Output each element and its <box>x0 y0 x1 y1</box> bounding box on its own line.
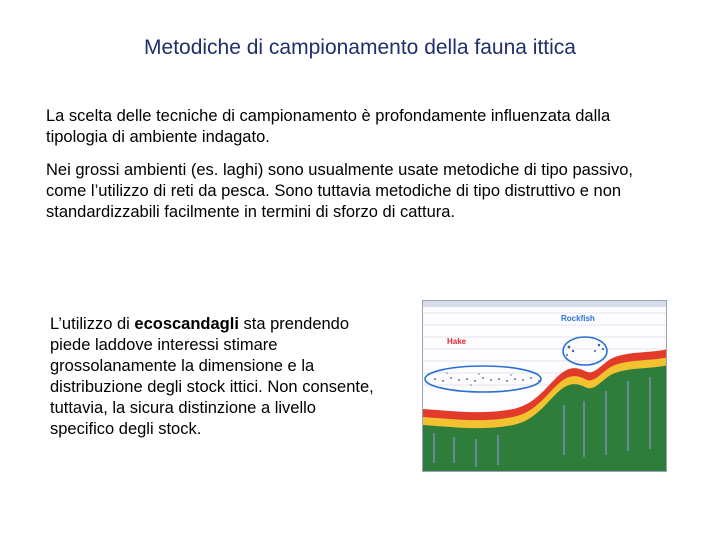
echogram-graphic <box>423 301 667 472</box>
echosounder-text-end: sta prendendo piede laddove interessi stimare grossolanamente la dimensione e la distribuzione degli stock ittici. Non consente, tuttavia, la sicura distinzione a livello specifico degli stock. <box>50 315 374 438</box>
echogram-image <box>422 300 667 472</box>
paragraph-echosounder <box>50 314 380 440</box>
paragraph-sampling-intro: La scelta delle tecniche di campionamento è profondamente influenzata dalla tipologia di ambiente indagato. <box>46 107 611 146</box>
echosounder-text-start: L’utilizzo di <box>50 315 135 333</box>
rockfish-label: Rockfish <box>561 314 595 323</box>
hake-label: Hake <box>447 337 467 346</box>
echosounder-keyword: ecoscandagli <box>134 315 239 333</box>
paragraph-passive-methods: Nei grossi ambienti (es. laghi) sono usualmente usate metodiche di tipo passivo, come l’utilizzo di reti da pesca. Sono tuttavia metodiche di tipo distruttivo e non standardizzabili facilmente in termini di sforzo di cattura. <box>46 161 633 221</box>
slide-title: Metodiche di campionamento della fauna ittica <box>144 36 576 59</box>
